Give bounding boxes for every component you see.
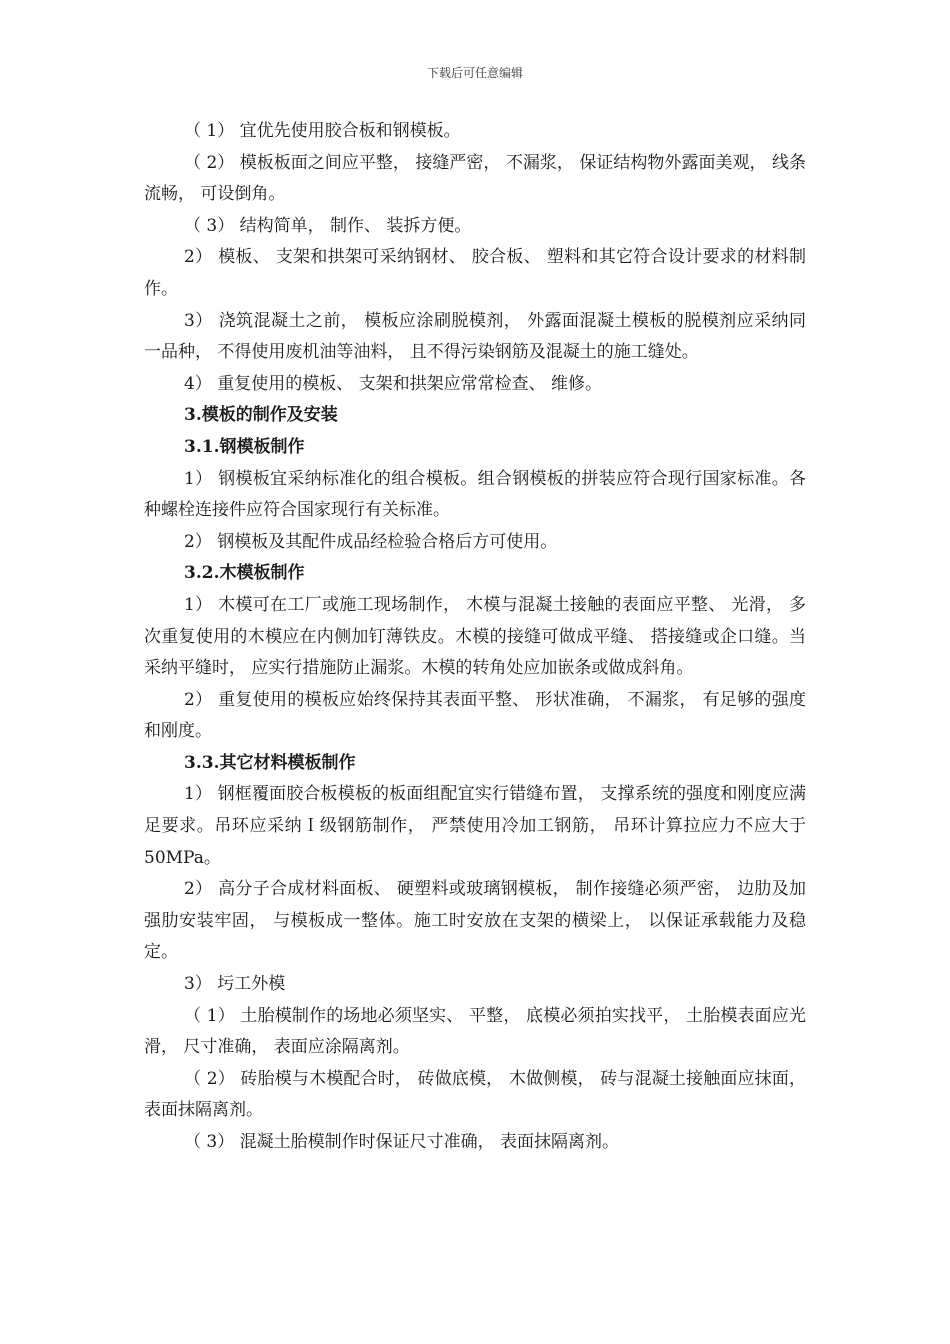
page-header: 下载后可任意编辑 (426, 66, 523, 80)
body-paragraph: 1） 钢框覆面胶合板模板的板面组配宜实行错缝布置， 支撑系统的强度和刚度应满足要求。吊环应采纳Ｉ级钢筋制作， 严禁使用冷加工钢筋， 吊环计算拉应力不应大于50MPa。 (144, 784, 806, 868)
section-heading: 3.1.钢模板制作 (184, 436, 305, 457)
section-heading: 3.2.木模板制作 (184, 563, 305, 584)
body-paragraph: （ 3） 结构简单， 制作、 装拆方便。 (184, 215, 472, 236)
document-body (144, 116, 806, 1159)
body-paragraph: （ 3） 混凝土胎模制作时保证尺寸准确， 表面抹隔离剂。 (184, 1132, 620, 1152)
body-paragraph: 1） 钢模板宜采纳标准化的组合模板。组合钢模板的拼装应符合现行国家标准。各种螺栓连接件应符合国家现行有关标准。 (144, 468, 806, 521)
body-paragraph: （ 2） 模板板面之间应平整， 接缝严密， 不漏浆， 保证结构物外露面美观， 线条流畅， 可设倒角。 (144, 152, 806, 205)
body-paragraph: 3） 浇筑混凝土之前， 模板应涂刷脱模剂， 外露面混凝土模板的脱模剂应采纳同一品种， 不得使用废机油等油料， 且不得污染钢筋及混凝土的施工缝处。 (144, 310, 806, 363)
body-paragraph: 2） 重复使用的模板应始终保持其表面平整、 形状准确， 不漏浆， 有足够的强度和刚度。 (144, 689, 806, 742)
body-paragraph: 2） 钢模板及其配件成品经检验合格后方可使用。 (184, 531, 558, 552)
body-paragraph: 1） 木模可在工厂或施工现场制作， 木模与混凝土接触的表面应平整、 光滑， 多次重复使用的木模应在内侧加钉薄铁皮。木模的接缝可做成平缝、 搭接缝或企口缝。当采纳平缝时， 应实行措施防止漏浆。木模的转角处应加嵌条或做成斜角。 (144, 594, 806, 679)
body-paragraph: 2） 高分子合成材料面板、 硬塑料或玻璃钢模板， 制作接缝必须严密， 边肋及加强肋安装牢固， 与模板成一整体。施工时安放在支架的横梁上， 以保证承载能力及稳定。 (144, 879, 806, 963)
section-heading: 3.3.其它材料模板制作 (184, 752, 356, 773)
body-paragraph: 4） 重复使用的模板、 支架和拱架应常常检查、 维修。 (184, 373, 603, 394)
body-paragraph: （ 2） 砖胎模与木模配合时， 砖做底模， 木做侧模， 砖与混凝土接触面应抹面， 表面抹隔离剂。 (144, 1068, 806, 1121)
body-paragraph: （ 1） 土胎模制作的场地必须坚实、 平整， 底模必须拍实找平， 土胎模表面应光滑， 尺寸准确， 表面应涂隔离剂。 (144, 1005, 806, 1058)
body-paragraph: 3） 圬工外模 (184, 974, 286, 995)
section-heading: 3.模板的制作及安装 (184, 405, 338, 426)
body-paragraph: 2） 模板、 支架和拱架可采纳钢材、 胶合板、 塑料和其它符合设计要求的材料制作。 (144, 247, 806, 299)
body-paragraph: （ 1） 宜优先使用胶合板和钢模板。 (184, 121, 461, 141)
